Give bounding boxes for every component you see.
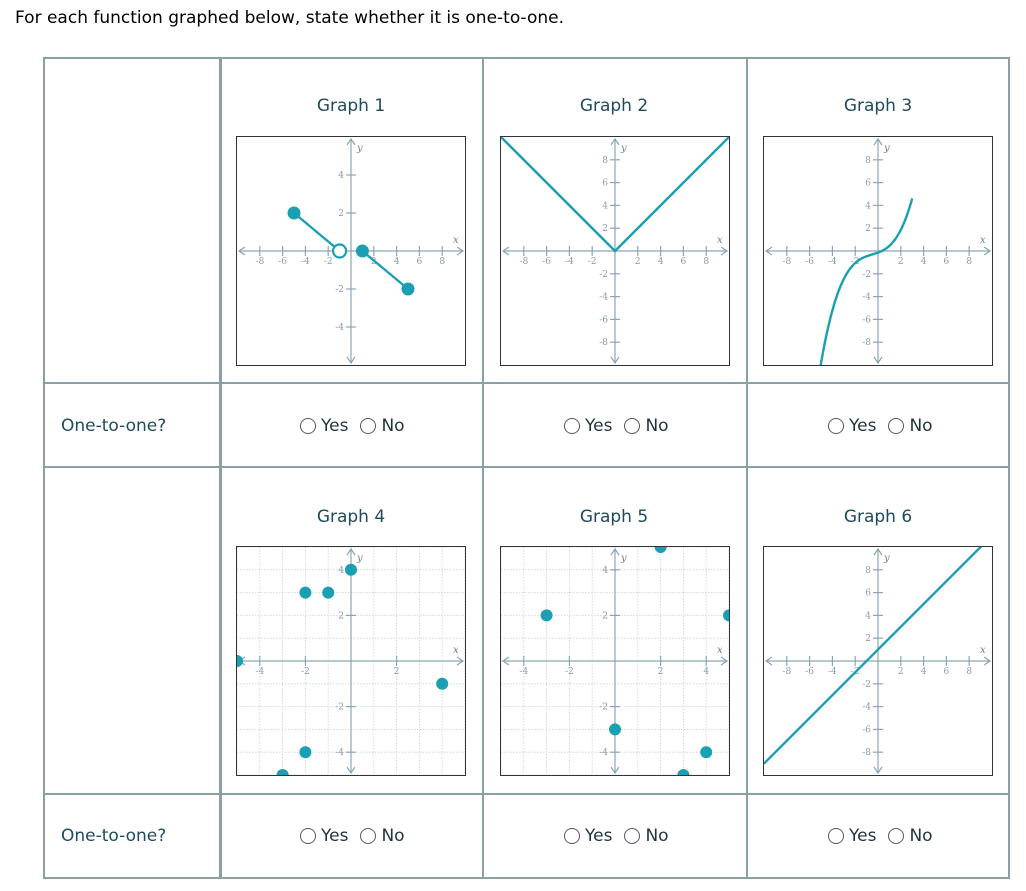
instruction-text: For each function graphed below, state whether it is one-to-one. — [15, 8, 565, 28]
graph-4-answer — [300, 826, 417, 846]
y-tick-label: 6 — [865, 588, 871, 599]
y-axis-label: y — [884, 553, 890, 564]
yes-label[interactable]: Yes — [585, 416, 613, 436]
graph-6-no-radio[interactable] — [888, 828, 904, 844]
endpoint — [356, 245, 369, 258]
graph-6-plot — [763, 546, 993, 776]
no-label[interactable]: No — [645, 416, 669, 436]
y-tick-label: -4 — [335, 748, 344, 759]
y-tick-label: -4 — [335, 323, 344, 333]
graph-2-answer — [564, 416, 681, 436]
y-tick-label: -6 — [599, 315, 608, 326]
graph-3-answer — [828, 416, 945, 436]
table-divider — [746, 57, 748, 879]
x-tick-label: -2 — [323, 257, 333, 267]
x-tick-label: 4 — [920, 257, 927, 267]
y-axis-label: y — [621, 553, 627, 564]
no-label[interactable]: No — [909, 416, 933, 436]
data-point — [723, 609, 729, 621]
no-label[interactable]: No — [909, 826, 933, 846]
y-tick-label: -2 — [335, 285, 344, 295]
data-point — [345, 564, 357, 576]
graph-3-yes-radio[interactable] — [828, 418, 844, 434]
yes-label[interactable]: Yes — [321, 826, 349, 846]
x-tick-label: -8 — [255, 257, 265, 267]
segment — [362, 251, 408, 289]
table-divider — [482, 57, 484, 879]
x-tick-label: -8 — [782, 667, 792, 677]
y-tick-label: 8 — [865, 565, 871, 576]
x-tick-label: 8 — [966, 667, 973, 677]
y-tick-label: -4 — [599, 748, 608, 759]
x-axis-label: x — [453, 645, 459, 656]
x-tick-label: -4 — [255, 667, 265, 677]
x-tick-label: 6 — [416, 257, 423, 267]
x-axis-label: x — [717, 235, 723, 246]
x-tick-label: -8 — [782, 257, 792, 267]
graph-5-title: Graph 5 — [579, 507, 649, 527]
x-tick-label: 6 — [680, 257, 687, 267]
endpoint — [288, 207, 301, 220]
x-tick-label: 4 — [703, 667, 710, 677]
x-tick-label: 8 — [703, 257, 710, 267]
x-tick-label: 2 — [393, 667, 400, 677]
yes-label[interactable]: Yes — [585, 826, 613, 846]
x-axis-label: x — [980, 645, 986, 656]
x-tick-label: -2 — [850, 257, 860, 267]
graph-4-yes-radio[interactable] — [300, 828, 316, 844]
x-tick-label: 6 — [943, 667, 950, 677]
y-tick-label: 2 — [602, 224, 608, 235]
graph-3-plot — [763, 136, 993, 366]
x-tick-label: 4 — [920, 667, 927, 677]
x-tick-label: -6 — [805, 257, 814, 267]
data-point — [677, 769, 689, 775]
x-tick-label: 2 — [634, 257, 641, 267]
segment — [294, 213, 340, 251]
y-tick-label: 2 — [338, 611, 344, 622]
table-border-top — [43, 57, 1010, 59]
x-tick-label: 6 — [943, 257, 950, 267]
table-divider — [221, 57, 222, 879]
y-tick-label: -2 — [599, 702, 608, 713]
y-tick-label: -6 — [862, 315, 871, 326]
graph-5-no-radio[interactable] — [624, 828, 640, 844]
x-tick-label: -4 — [565, 257, 574, 267]
graph-2-no-radio[interactable] — [624, 418, 640, 434]
graph-4-no-radio[interactable] — [360, 828, 376, 844]
data-point — [541, 609, 553, 621]
x-tick-label: -4 — [828, 667, 837, 677]
y-tick-label: 4 — [602, 201, 608, 212]
graph-1-answer — [300, 416, 417, 436]
data-point — [237, 655, 243, 667]
graph-6-answer — [828, 826, 945, 846]
y-tick-label: 2 — [865, 634, 871, 645]
graph-5-answer — [564, 826, 681, 846]
no-label[interactable]: No — [381, 416, 405, 436]
data-point — [700, 746, 712, 758]
graph-5-yes-radio[interactable] — [564, 828, 580, 844]
y-tick-label: -8 — [599, 338, 608, 349]
y-tick-label: 2 — [865, 224, 871, 235]
data-point — [436, 678, 448, 690]
data-point — [322, 587, 334, 599]
y-axis-label: y — [884, 143, 890, 154]
graph-3-no-radio[interactable] — [888, 418, 904, 434]
table-border-right — [1008, 57, 1010, 879]
x-tick-label: 2 — [897, 667, 904, 677]
graph-1-plot — [236, 136, 466, 366]
graph-4-plot — [236, 546, 466, 776]
x-tick-label: 8 — [439, 257, 446, 267]
data-point — [299, 746, 311, 758]
y-tick-label: 2 — [338, 209, 344, 219]
x-tick-label: -8 — [519, 257, 529, 267]
y-tick-label: -4 — [599, 292, 608, 303]
y-tick-label: -4 — [862, 702, 871, 713]
x-tick-label: -4 — [301, 257, 310, 267]
table-divider — [43, 793, 1010, 795]
x-tick-label: -2 — [587, 257, 597, 267]
y-tick-label: -2 — [599, 269, 608, 280]
y-axis-label: y — [357, 143, 363, 154]
y-tick-label: 4 — [865, 201, 871, 212]
table-border-left — [43, 57, 45, 879]
y-tick-label: 8 — [602, 155, 608, 166]
x-tick-label: -6 — [805, 667, 814, 677]
table-border-bottom — [43, 877, 1010, 879]
table-divider — [43, 466, 1010, 468]
yes-label[interactable]: Yes — [321, 416, 349, 436]
y-tick-label: -4 — [862, 292, 871, 303]
graph-4-title: Graph 4 — [316, 507, 386, 527]
graph-1-no-radio[interactable] — [360, 418, 376, 434]
y-tick-label: -8 — [862, 338, 871, 349]
y-tick-label: 4 — [865, 611, 871, 622]
x-axis-label: x — [980, 235, 986, 246]
y-tick-label: 4 — [338, 171, 344, 181]
y-tick-label: -6 — [862, 725, 871, 736]
x-tick-label: -2 — [301, 667, 310, 677]
x-axis-label: x — [717, 645, 723, 656]
table-divider — [43, 382, 1010, 384]
y-tick-label: 8 — [865, 155, 871, 166]
yes-label[interactable]: Yes — [849, 416, 877, 436]
row-label-one-to-one: One-to-one? — [61, 826, 167, 846]
graph-1-title: Graph 1 — [316, 96, 386, 116]
no-label[interactable]: No — [381, 826, 405, 846]
graph-1-yes-radio[interactable] — [300, 418, 316, 434]
x-tick-label: -4 — [519, 667, 529, 677]
x-tick-label: -4 — [828, 257, 837, 267]
y-tick-label: 4 — [338, 565, 344, 576]
x-axis-label: x — [453, 235, 459, 246]
x-tick-label: 2 — [657, 667, 664, 677]
graph-3-title: Graph 3 — [843, 96, 913, 116]
y-tick-label: -2 — [862, 269, 871, 280]
cubic-curve — [790, 198, 912, 365]
graph-2-plot — [500, 136, 730, 366]
x-tick-label: 4 — [657, 257, 664, 267]
x-tick-label: -6 — [278, 257, 287, 267]
data-point — [609, 723, 621, 735]
y-tick-label: 6 — [865, 178, 871, 189]
x-tick-label: -2 — [565, 667, 574, 677]
x-tick-label: -2 — [850, 667, 860, 677]
endpoint — [333, 245, 346, 258]
y-tick-label: 2 — [602, 611, 608, 622]
x-tick-label: -6 — [542, 257, 551, 267]
row-label-one-to-one: One-to-one? — [61, 416, 167, 436]
x-tick-label: 2 — [370, 257, 377, 267]
x-tick-label: 2 — [897, 257, 904, 267]
graph-5-plot — [500, 546, 730, 776]
x-tick-label: 4 — [393, 257, 400, 267]
data-point — [299, 587, 311, 599]
y-tick-label: -2 — [335, 702, 344, 713]
x-tick-label: 8 — [966, 257, 973, 267]
data-point — [277, 769, 289, 775]
data-point — [655, 547, 667, 553]
graph-6-title: Graph 6 — [843, 507, 913, 527]
y-tick-label: 4 — [602, 565, 608, 576]
endpoint — [402, 283, 415, 296]
graph-2-title: Graph 2 — [579, 96, 649, 116]
graph-6-yes-radio[interactable] — [828, 828, 844, 844]
graph-2-yes-radio[interactable] — [564, 418, 580, 434]
y-axis-label: y — [621, 143, 627, 154]
y-axis-label: y — [357, 553, 363, 564]
no-label[interactable]: No — [645, 826, 669, 846]
y-tick-label: 6 — [602, 178, 608, 189]
y-tick-label: -2 — [862, 679, 871, 690]
yes-label[interactable]: Yes — [849, 826, 877, 846]
y-tick-label: -8 — [862, 748, 871, 759]
